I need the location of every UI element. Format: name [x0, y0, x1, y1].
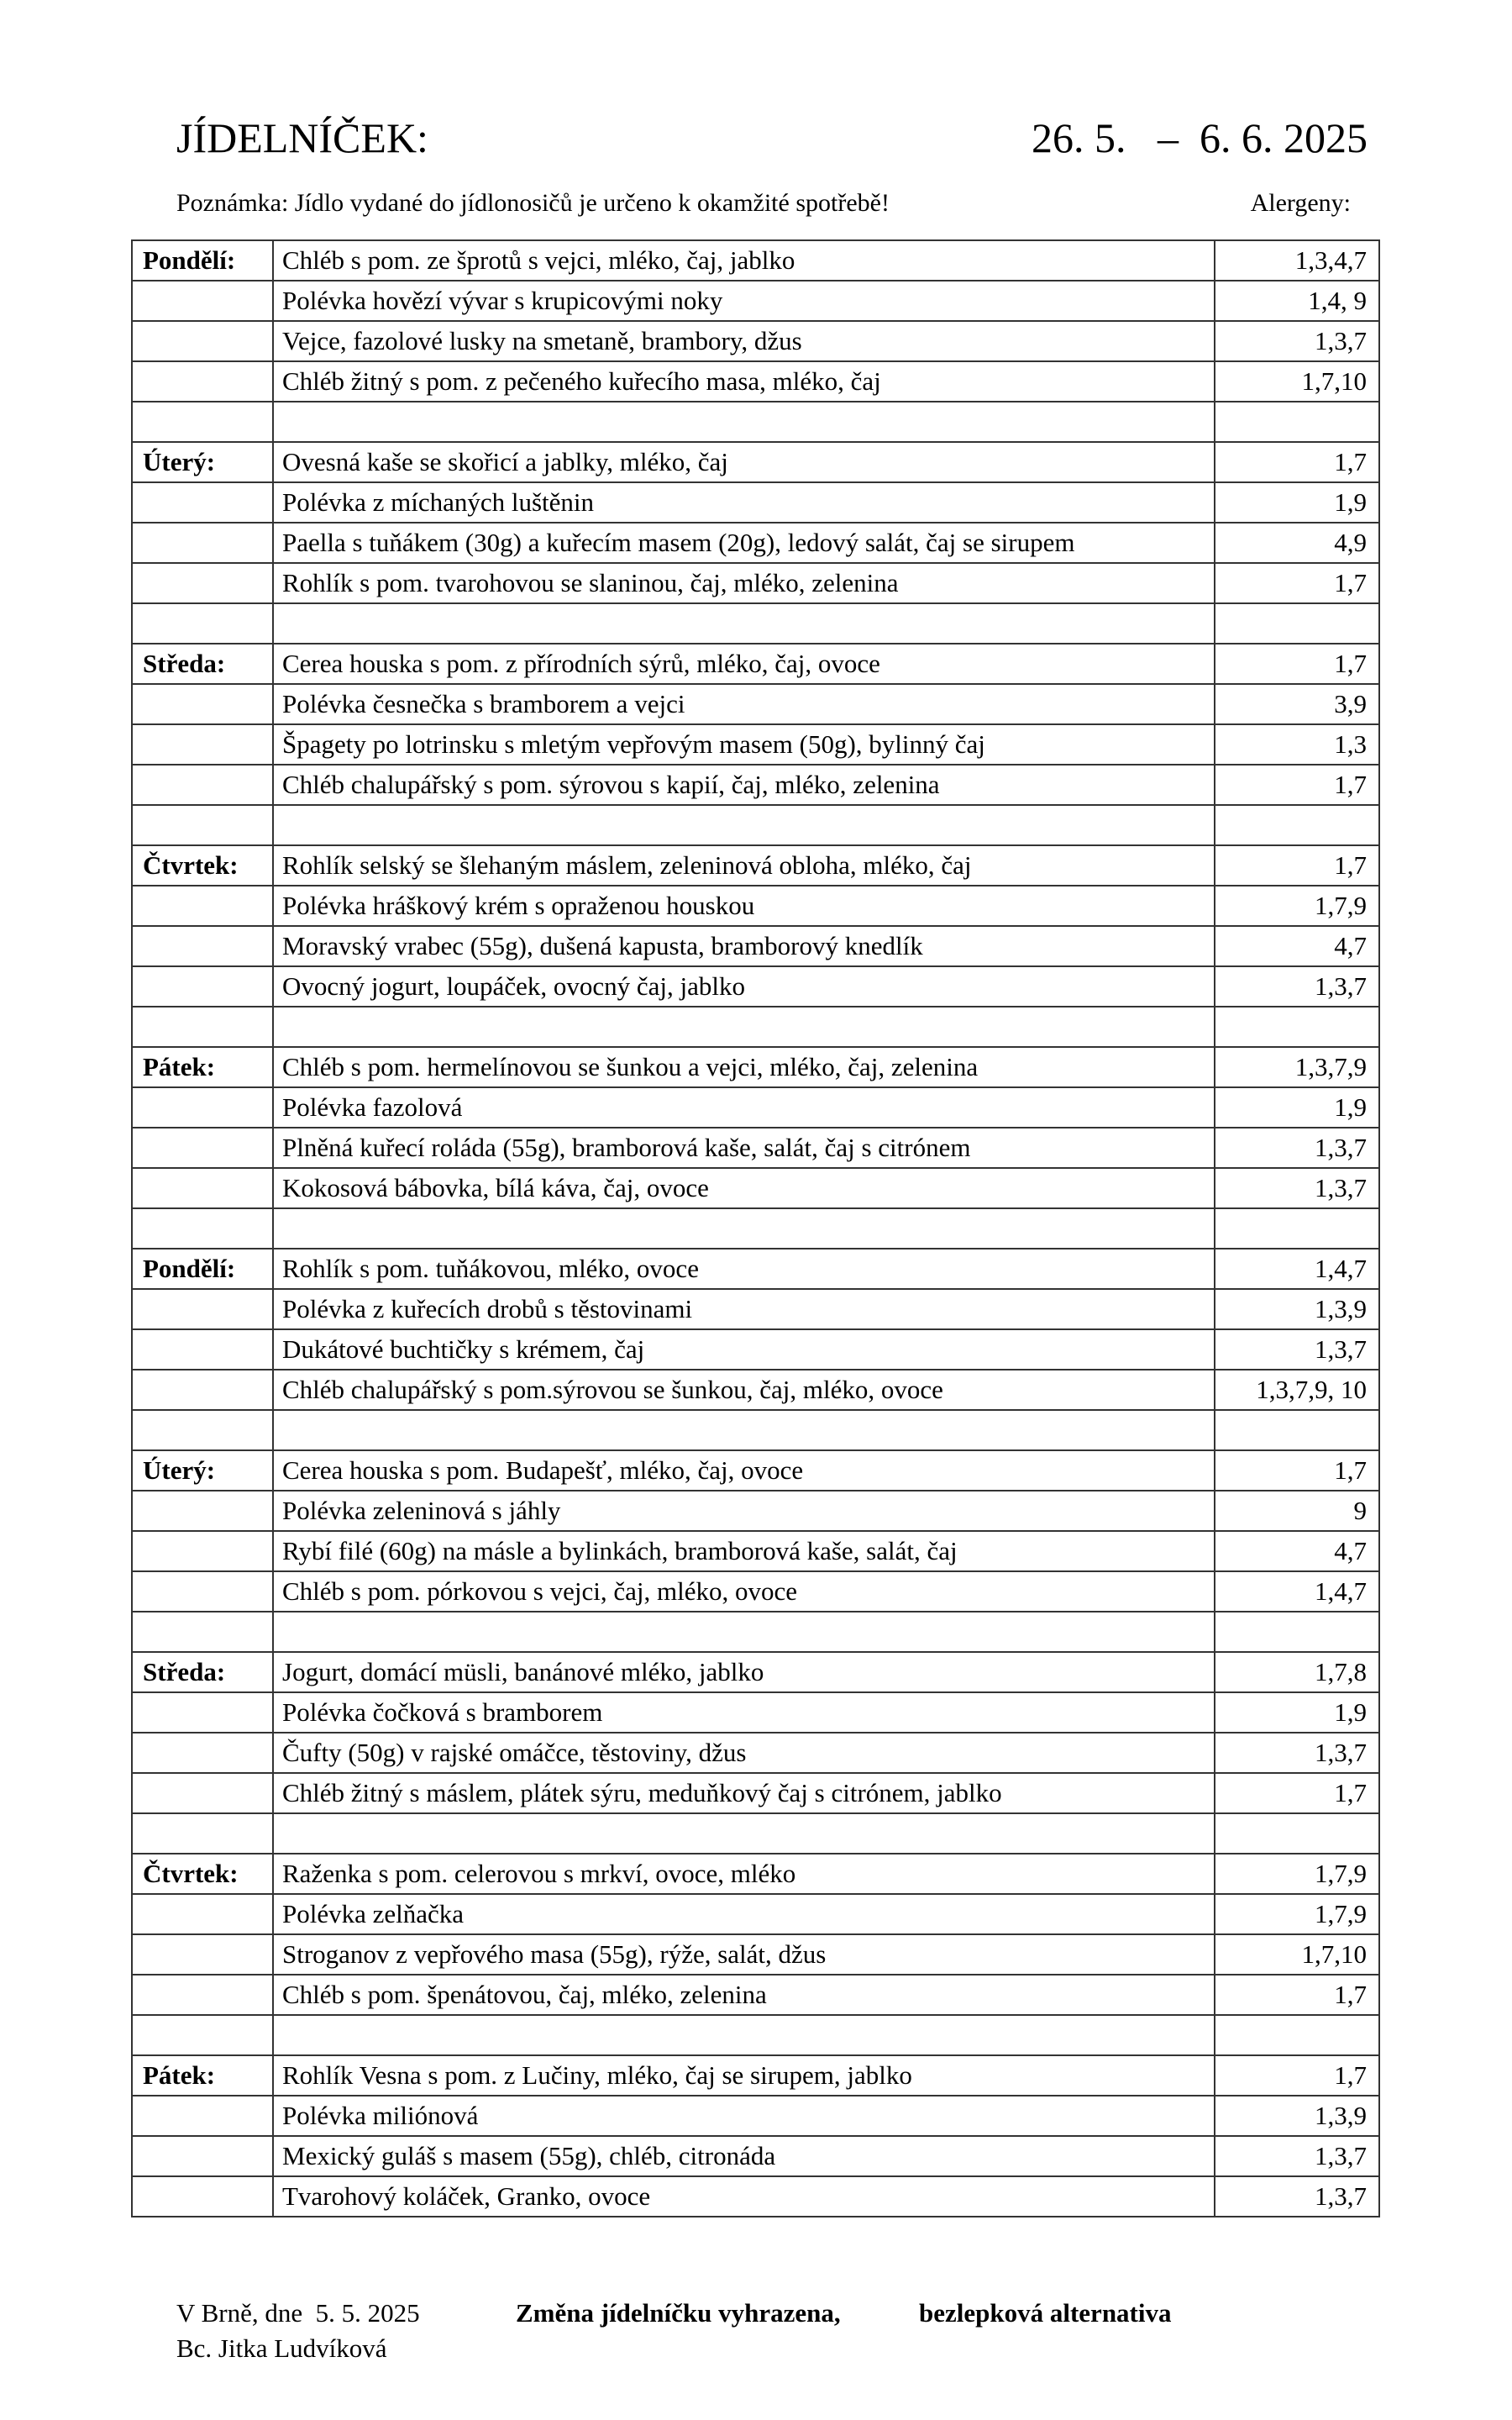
- menu-row: [132, 482, 1379, 523]
- day-cell-empty: [132, 1168, 273, 1208]
- menu-row: [132, 361, 1379, 402]
- meal-allergens: 1,7: [1215, 2055, 1379, 2096]
- day-cell-empty: [132, 1773, 273, 1813]
- meal-allergens: 1,7,8: [1215, 1652, 1379, 1692]
- meal-allergens: 1,4,7: [1215, 1571, 1379, 1612]
- day-cell-empty: [132, 1934, 273, 1975]
- meal-text: Polévka česnečka s bramborem a vejci: [273, 684, 1215, 724]
- day-cell-empty: [132, 1894, 273, 1934]
- meal-text: Chléb chalupářský s pom. sýrovou s kapií, čaj, mléko, zelenina: [273, 765, 1215, 805]
- day-label: Pátek:: [132, 2055, 273, 2096]
- spacer-cell: [132, 1007, 273, 1047]
- spacer-row: [132, 1410, 1379, 1450]
- allergens-label: Alergeny:: [1250, 189, 1351, 217]
- spacer-row: [132, 603, 1379, 644]
- day-label: Čtvrtek:: [132, 845, 273, 886]
- menu-row: [132, 926, 1379, 966]
- note-text: Poznámka: Jídlo vydané do jídlonosičů je určeno k okamžité spotřebě!: [176, 189, 890, 217]
- meal-allergens: 1,7: [1215, 563, 1379, 603]
- meal-text: Paella s tuňákem (30g) a kuřecím masem (20g), ledový salát, čaj se sirupem: [273, 523, 1215, 563]
- day-cell-empty: [132, 1692, 273, 1733]
- menu-row: [132, 1087, 1379, 1128]
- spacer-row: [132, 1813, 1379, 1854]
- spacer-cell: [273, 1813, 1215, 1854]
- meal-text: Ovesná kaše se skořicí a jablky, mléko, čaj: [273, 442, 1215, 482]
- meal-text: Polévka hráškový krém s opraženou houskou: [273, 886, 1215, 926]
- meal-allergens: 1,3: [1215, 724, 1379, 765]
- spacer-cell: [1215, 1612, 1379, 1652]
- spacer-cell: [132, 402, 273, 442]
- day-label: Úterý:: [132, 1450, 273, 1491]
- gluten-free-note: bezlepková alternativa: [919, 2298, 1172, 2328]
- meal-text: Ovocný jogurt, loupáček, ovocný čaj, jablko: [273, 966, 1215, 1007]
- day-cell-empty: [132, 1128, 273, 1168]
- meal-allergens: 1,3,9: [1215, 2096, 1379, 2136]
- day-cell-empty: [132, 1491, 273, 1531]
- meal-allergens: 1,3,7: [1215, 1128, 1379, 1168]
- meal-allergens: 1,9: [1215, 482, 1379, 523]
- meal-text: Dukátové buchtičky s krémem, čaj: [273, 1329, 1215, 1370]
- meal-text: Polévka miliónová: [273, 2096, 1215, 2136]
- day-label: Středa:: [132, 644, 273, 684]
- spacer-row: [132, 1007, 1379, 1047]
- menu-row: [132, 1894, 1379, 1934]
- meal-allergens: 1,3,7,9, 10: [1215, 1370, 1379, 1410]
- menu-row: [132, 240, 1379, 281]
- spacer-cell: [132, 1410, 273, 1450]
- day-cell-empty: [132, 684, 273, 724]
- meal-text: Vejce, fazolové lusky na smetaně, brambory, džus: [273, 321, 1215, 361]
- spacer-cell: [1215, 1208, 1379, 1249]
- meal-text: Polévka zeleninová s jáhly: [273, 1491, 1215, 1531]
- day-cell-empty: [132, 2176, 273, 2217]
- menu-row: [132, 2176, 1379, 2217]
- spacer-cell: [132, 1612, 273, 1652]
- meal-allergens: 1,7: [1215, 644, 1379, 684]
- day-cell-empty: [132, 1087, 273, 1128]
- meal-allergens: 1,3,7: [1215, 1168, 1379, 1208]
- menu-row: [132, 644, 1379, 684]
- day-cell-empty: [132, 1370, 273, 1410]
- spacer-cell: [273, 1007, 1215, 1047]
- meal-allergens: 1,3,7: [1215, 2176, 1379, 2217]
- menu-row: [132, 1652, 1379, 1692]
- meal-allergens: 1,7: [1215, 765, 1379, 805]
- spacer-cell: [132, 1208, 273, 1249]
- meal-text: Chléb žitný s máslem, plátek sýru, meduňkový čaj s citrónem, jablko: [273, 1773, 1215, 1813]
- meal-allergens: 4,7: [1215, 926, 1379, 966]
- day-label: Pondělí:: [132, 240, 273, 281]
- menu-row: [132, 1733, 1379, 1773]
- day-cell-empty: [132, 321, 273, 361]
- change-note: Změna jídelníčku vyhrazena,: [516, 2298, 841, 2328]
- meal-text: Chléb s pom. ze šprotů s vejci, mléko, čaj, jablko: [273, 240, 1215, 281]
- menu-row: [132, 1249, 1379, 1289]
- day-cell-empty: [132, 1571, 273, 1612]
- day-cell-empty: [132, 523, 273, 563]
- spacer-cell: [132, 1813, 273, 1854]
- meal-text: Mexický guláš s masem (55g), chléb, citronáda: [273, 2136, 1215, 2176]
- spacer-row: [132, 2015, 1379, 2055]
- spacer-cell: [273, 603, 1215, 644]
- menu-row: [132, 1571, 1379, 1612]
- day-label: Pátek:: [132, 1047, 273, 1087]
- day-label: Čtvrtek:: [132, 1854, 273, 1894]
- meal-allergens: 1,7,10: [1215, 1934, 1379, 1975]
- meal-text: Rohlík selský se šlehaným máslem, zeleninová obloha, mléko, čaj: [273, 845, 1215, 886]
- day-cell-empty: [132, 281, 273, 321]
- day-cell-empty: [132, 724, 273, 765]
- menu-row: [132, 2055, 1379, 2096]
- menu-row: [132, 1289, 1379, 1329]
- spacer-row: [132, 402, 1379, 442]
- menu-row: [132, 1329, 1379, 1370]
- meal-allergens: 1,7: [1215, 845, 1379, 886]
- day-cell-empty: [132, 1289, 273, 1329]
- meal-allergens: 4,7: [1215, 1531, 1379, 1571]
- spacer-cell: [1215, 1410, 1379, 1450]
- menu-row: [132, 1450, 1379, 1491]
- meal-allergens: 1,3,7: [1215, 1329, 1379, 1370]
- day-cell-empty: [132, 2096, 273, 2136]
- meal-allergens: 1,3,7: [1215, 1733, 1379, 1773]
- meal-allergens: 9: [1215, 1491, 1379, 1531]
- meal-text: Rohlík s pom. tvarohovou se slaninou, čaj, mléko, zelenina: [273, 563, 1215, 603]
- spacer-cell: [132, 603, 273, 644]
- meal-allergens: 1,7: [1215, 1450, 1379, 1491]
- meal-text: Chléb chalupářský s pom.sýrovou se šunkou, čaj, mléko, ovoce: [273, 1370, 1215, 1410]
- day-cell-empty: [132, 482, 273, 523]
- meal-allergens: 1,9: [1215, 1087, 1379, 1128]
- day-label: Pondělí:: [132, 1249, 273, 1289]
- meal-text: Tvarohový koláček, Granko, ovoce: [273, 2176, 1215, 2217]
- date-range: 26. 5. – 6. 6. 2025: [1032, 114, 1368, 161]
- menu-row: [132, 1370, 1379, 1410]
- menu-row: [132, 1854, 1379, 1894]
- spacer-row: [132, 805, 1379, 845]
- day-cell-empty: [132, 966, 273, 1007]
- meal-text: Polévka zelňačka: [273, 1894, 1215, 1934]
- spacer-cell: [1215, 1007, 1379, 1047]
- menu-row: [132, 1975, 1379, 2015]
- menu-row: [132, 2136, 1379, 2176]
- menu-row: [132, 1531, 1379, 1571]
- menu-row: [132, 724, 1379, 765]
- meal-text: Plněná kuřecí roláda (55g), bramborová kaše, salát, čaj s citrónem: [273, 1128, 1215, 1168]
- menu-row: [132, 1491, 1379, 1531]
- meal-allergens: 1,7: [1215, 1975, 1379, 2015]
- menu-row: [132, 2096, 1379, 2136]
- meal-text: Chléb s pom. hermelínovou se šunkou a vejci, mléko, čaj, zelenina: [273, 1047, 1215, 1087]
- meal-text: Chléb s pom. pórkovou s vejci, čaj, mléko, ovoce: [273, 1571, 1215, 1612]
- meal-text: Chléb s pom. špenátovou, čaj, mléko, zelenina: [273, 1975, 1215, 2015]
- spacer-cell: [273, 805, 1215, 845]
- meal-allergens: 1,7,9: [1215, 886, 1379, 926]
- meal-allergens: 1,7,9: [1215, 1894, 1379, 1934]
- menu-row: [132, 765, 1379, 805]
- meal-allergens: 1,7,9: [1215, 1854, 1379, 1894]
- menu-row: [132, 1168, 1379, 1208]
- day-cell-empty: [132, 1329, 273, 1370]
- meal-text: Rohlík s pom. tuňákovou, mléko, ovoce: [273, 1249, 1215, 1289]
- meal-text: Raženka s pom. celerovou s mrkví, ovoce, mléko: [273, 1854, 1215, 1894]
- spacer-cell: [1215, 1813, 1379, 1854]
- meal-text: Polévka fazolová: [273, 1087, 1215, 1128]
- meal-allergens: 1,4,7: [1215, 1249, 1379, 1289]
- place-date: V Brně, dne 5. 5. 2025: [176, 2298, 420, 2328]
- menu-table: [131, 239, 1380, 2217]
- spacer-cell: [132, 805, 273, 845]
- meal-allergens: 4,9: [1215, 523, 1379, 563]
- menu-row: [132, 442, 1379, 482]
- spacer-cell: [1215, 2015, 1379, 2055]
- page-title: JÍDELNÍČEK:: [176, 114, 428, 161]
- spacer-cell: [273, 1612, 1215, 1652]
- meal-text: Jogurt, domácí müsli, banánové mléko, jablko: [273, 1652, 1215, 1692]
- meal-text: Stroganov z vepřového masa (55g), rýže, salát, džus: [273, 1934, 1215, 1975]
- meal-allergens: 1,7,10: [1215, 361, 1379, 402]
- menu-row: [132, 684, 1379, 724]
- spacer-row: [132, 1612, 1379, 1652]
- spacer-cell: [273, 2015, 1215, 2055]
- day-cell-empty: [132, 926, 273, 966]
- meal-text: Chléb žitný s pom. z pečeného kuřecího masa, mléko, čaj: [273, 361, 1215, 402]
- meal-allergens: 1,3,7: [1215, 321, 1379, 361]
- meal-allergens: 1,3,4,7: [1215, 240, 1379, 281]
- meal-allergens: 1,3,9: [1215, 1289, 1379, 1329]
- menu-row: [132, 1773, 1379, 1813]
- spacer-cell: [1215, 603, 1379, 644]
- menu-row: [132, 1128, 1379, 1168]
- meal-text: Cerea houska s pom. Budapešť, mléko, čaj, ovoce: [273, 1450, 1215, 1491]
- menu-row: [132, 523, 1379, 563]
- menu-row: [132, 1692, 1379, 1733]
- meal-text: Moravský vrabec (55g), dušená kapusta, bramborový knedlík: [273, 926, 1215, 966]
- spacer-cell: [273, 1410, 1215, 1450]
- menu-row: [132, 845, 1379, 886]
- day-label: Úterý:: [132, 442, 273, 482]
- meal-allergens: 1,7: [1215, 442, 1379, 482]
- menu-row: [132, 966, 1379, 1007]
- day-cell-empty: [132, 1733, 273, 1773]
- meal-text: Rohlík Vesna s pom. z Lučiny, mléko, čaj se sirupem, jablko: [273, 2055, 1215, 2096]
- meal-text: Polévka čočková s bramborem: [273, 1692, 1215, 1733]
- day-cell-empty: [132, 886, 273, 926]
- day-cell-empty: [132, 1531, 273, 1571]
- meal-allergens: 1,3,7,9: [1215, 1047, 1379, 1087]
- meal-text: Rybí filé (60g) na másle a bylinkách, bramborová kaše, salát, čaj: [273, 1531, 1215, 1571]
- spacer-cell: [132, 2015, 273, 2055]
- meal-allergens: 1,4, 9: [1215, 281, 1379, 321]
- spacer-cell: [273, 1208, 1215, 1249]
- meal-text: Kokosová bábovka, bílá káva, čaj, ovoce: [273, 1168, 1215, 1208]
- day-cell-empty: [132, 563, 273, 603]
- meal-text: Špagety po lotrinsku s mletým vepřovým masem (50g), bylinný čaj: [273, 724, 1215, 765]
- day-cell-empty: [132, 361, 273, 402]
- spacer-row: [132, 1208, 1379, 1249]
- spacer-cell: [1215, 402, 1379, 442]
- meal-text: Cerea houska s pom. z přírodních sýrů, mléko, čaj, ovoce: [273, 644, 1215, 684]
- meal-text: Čufty (50g) v rajské omáčce, těstoviny, džus: [273, 1733, 1215, 1773]
- meal-allergens: 1,7: [1215, 1773, 1379, 1813]
- spacer-cell: [273, 402, 1215, 442]
- meal-text: Polévka z míchaných luštěnin: [273, 482, 1215, 523]
- meal-allergens: 3,9: [1215, 684, 1379, 724]
- menu-row: [132, 886, 1379, 926]
- author-name: Bc. Jitka Ludvíková: [176, 2333, 387, 2363]
- meal-allergens: 1,3,7: [1215, 966, 1379, 1007]
- menu-row: [132, 563, 1379, 603]
- meal-allergens: 1,9: [1215, 1692, 1379, 1733]
- spacer-cell: [1215, 805, 1379, 845]
- day-cell-empty: [132, 2136, 273, 2176]
- day-cell-empty: [132, 765, 273, 805]
- meal-text: Polévka hovězí vývar s krupicovými noky: [273, 281, 1215, 321]
- day-label: Středa:: [132, 1652, 273, 1692]
- meal-allergens: 1,3,7: [1215, 2136, 1379, 2176]
- menu-row: [132, 281, 1379, 321]
- meal-text: Polévka z kuřecích drobů s těstovinami: [273, 1289, 1215, 1329]
- menu-row: [132, 1934, 1379, 1975]
- menu-row: [132, 1047, 1379, 1087]
- day-cell-empty: [132, 1975, 273, 2015]
- menu-row: [132, 321, 1379, 361]
